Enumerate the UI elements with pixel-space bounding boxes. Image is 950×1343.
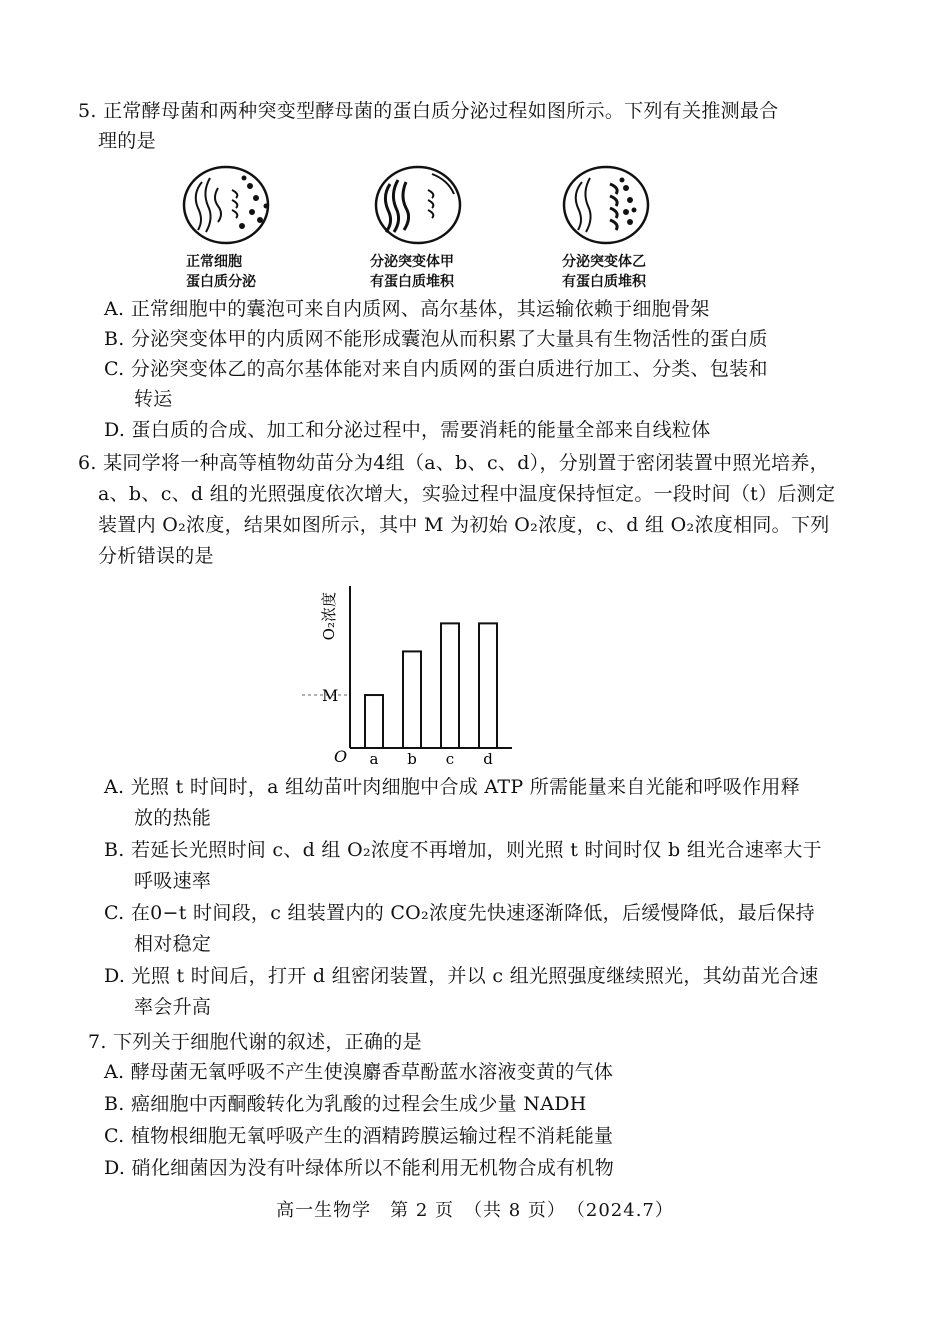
q5-stem-line1: 5. 正常酵母菌和两种突变型酵母菌的蛋白质分泌过程如图所示。下列有关推测最合 [78,100,779,122]
bar-d [479,623,497,748]
q5-option-d: D. 蛋白质的合成、加工和分泌过程中，需要消耗的能量全部来自线粒体 [104,419,711,441]
q5-option-c-line2: 转运 [134,388,173,410]
q6-option-b-line2: 呼吸速率 [134,870,212,892]
cell-caption-mutant-a-1: 分泌突变体甲 [370,254,454,270]
x-tick-b: b [407,750,417,768]
o2-bar-chart [300,578,520,768]
x-tick-c: c [445,750,455,768]
q5-option-a: A. 正常细胞中的囊泡可来自内质网、高尔基体，其运输依赖于细胞骨架 [104,298,710,320]
q6-stem-line4: 分析错误的是 [98,545,214,567]
cell-caption-mutant-a-2: 有蛋白质堆积 [370,274,454,290]
origin-label: O [334,747,348,766]
x-tick-d: d [483,750,493,768]
bar-b [403,651,421,748]
q6-stem-line1: 6. 某同学将一种高等植物幼苗分为4组（a、b、c、d），分别置于密闭装置中照光培养， [78,452,829,474]
q6-option-a-line2: 放的热能 [134,807,212,829]
q7-option-d: D. 硝化细菌因为没有叶绿体所以不能利用无机物合成有机物 [104,1157,615,1179]
q5-option-b: B. 分泌突变体甲的内质网不能形成囊泡从而积累了大量具有生物活性的蛋白质 [104,328,768,350]
page-footer: 高一生物学 第 2 页 （共 8 页） （2024.7） [276,1200,674,1221]
q6-option-b-line1: B. 若延长光照时间 c、d 组 O₂浓度不再增加，则光照 t 时间时仅 b 组光合速率大于 [104,839,822,861]
cell-caption-mutant-b-1: 分泌突变体乙 [562,254,646,270]
cell-caption-normal-2: 蛋白质分泌 [186,274,256,290]
q7-option-a: A. 酵母菌无氧呼吸不产生使溴麝香草酚蓝水溶液变黄的气体 [104,1061,614,1083]
q5-stem-line2: 理的是 [98,130,156,152]
cell-diagram-mutant-b [560,160,660,254]
q7-option-b: B. 癌细胞中丙酮酸转化为乳酸的过程会生成少量 NADH [104,1093,587,1115]
q6-option-a-line1: A. 光照 t 时间时，a 组幼苗叶肉细胞中合成 ATP 所需能量来自光能和呼吸作用释 [104,776,801,798]
q5-option-c-line1: C. 分泌突变体乙的高尔基体能对来自内质网的蛋白质进行加工、分类、包装和 [104,358,768,380]
cell-caption-normal-1: 正常细胞 [186,254,242,270]
bar-a [365,695,383,748]
q6-option-d-line2: 率会升高 [134,996,212,1018]
bar-c [441,623,459,748]
cell-diagram-normal [180,160,280,254]
q7-option-c: C. 植物根细胞无氧呼吸产生的酒精跨膜运输过程不消耗能量 [104,1125,614,1147]
q6-stem-line3: 装置内 O₂浓度，结果如图所示，其中 M 为初始 O₂浓度，c、d 组 O₂浓度相同。下列 [98,514,830,536]
q6-option-c-line1: C. 在0−t 时间段，c 组装置内的 CO₂浓度先快速逐渐降低，后缓慢降低，最后保持 [104,902,815,924]
cell-diagram-mutant-a [372,160,472,254]
q6-option-d-line1: D. 光照 t 时间后，打开 d 组密闭装置，并以 c 组光照强度继续照光，其幼苗光合速 [104,965,819,987]
q6-stem-line2: a、b、c、d 组的光照强度依次增大，实验过程中温度保持恒定。一段时间（t）后测定 [98,483,836,505]
cell-caption-mutant-b-2: 有蛋白质堆积 [562,274,646,290]
x-tick-a: a [369,750,379,768]
m-marker-label: M [322,686,339,706]
y-axis-label: O₂浓度 [320,592,338,641]
q6-option-c-line2: 相对稳定 [134,933,212,955]
q7-stem: 7. 下列关于细胞代谢的叙述，正确的是 [88,1031,422,1053]
